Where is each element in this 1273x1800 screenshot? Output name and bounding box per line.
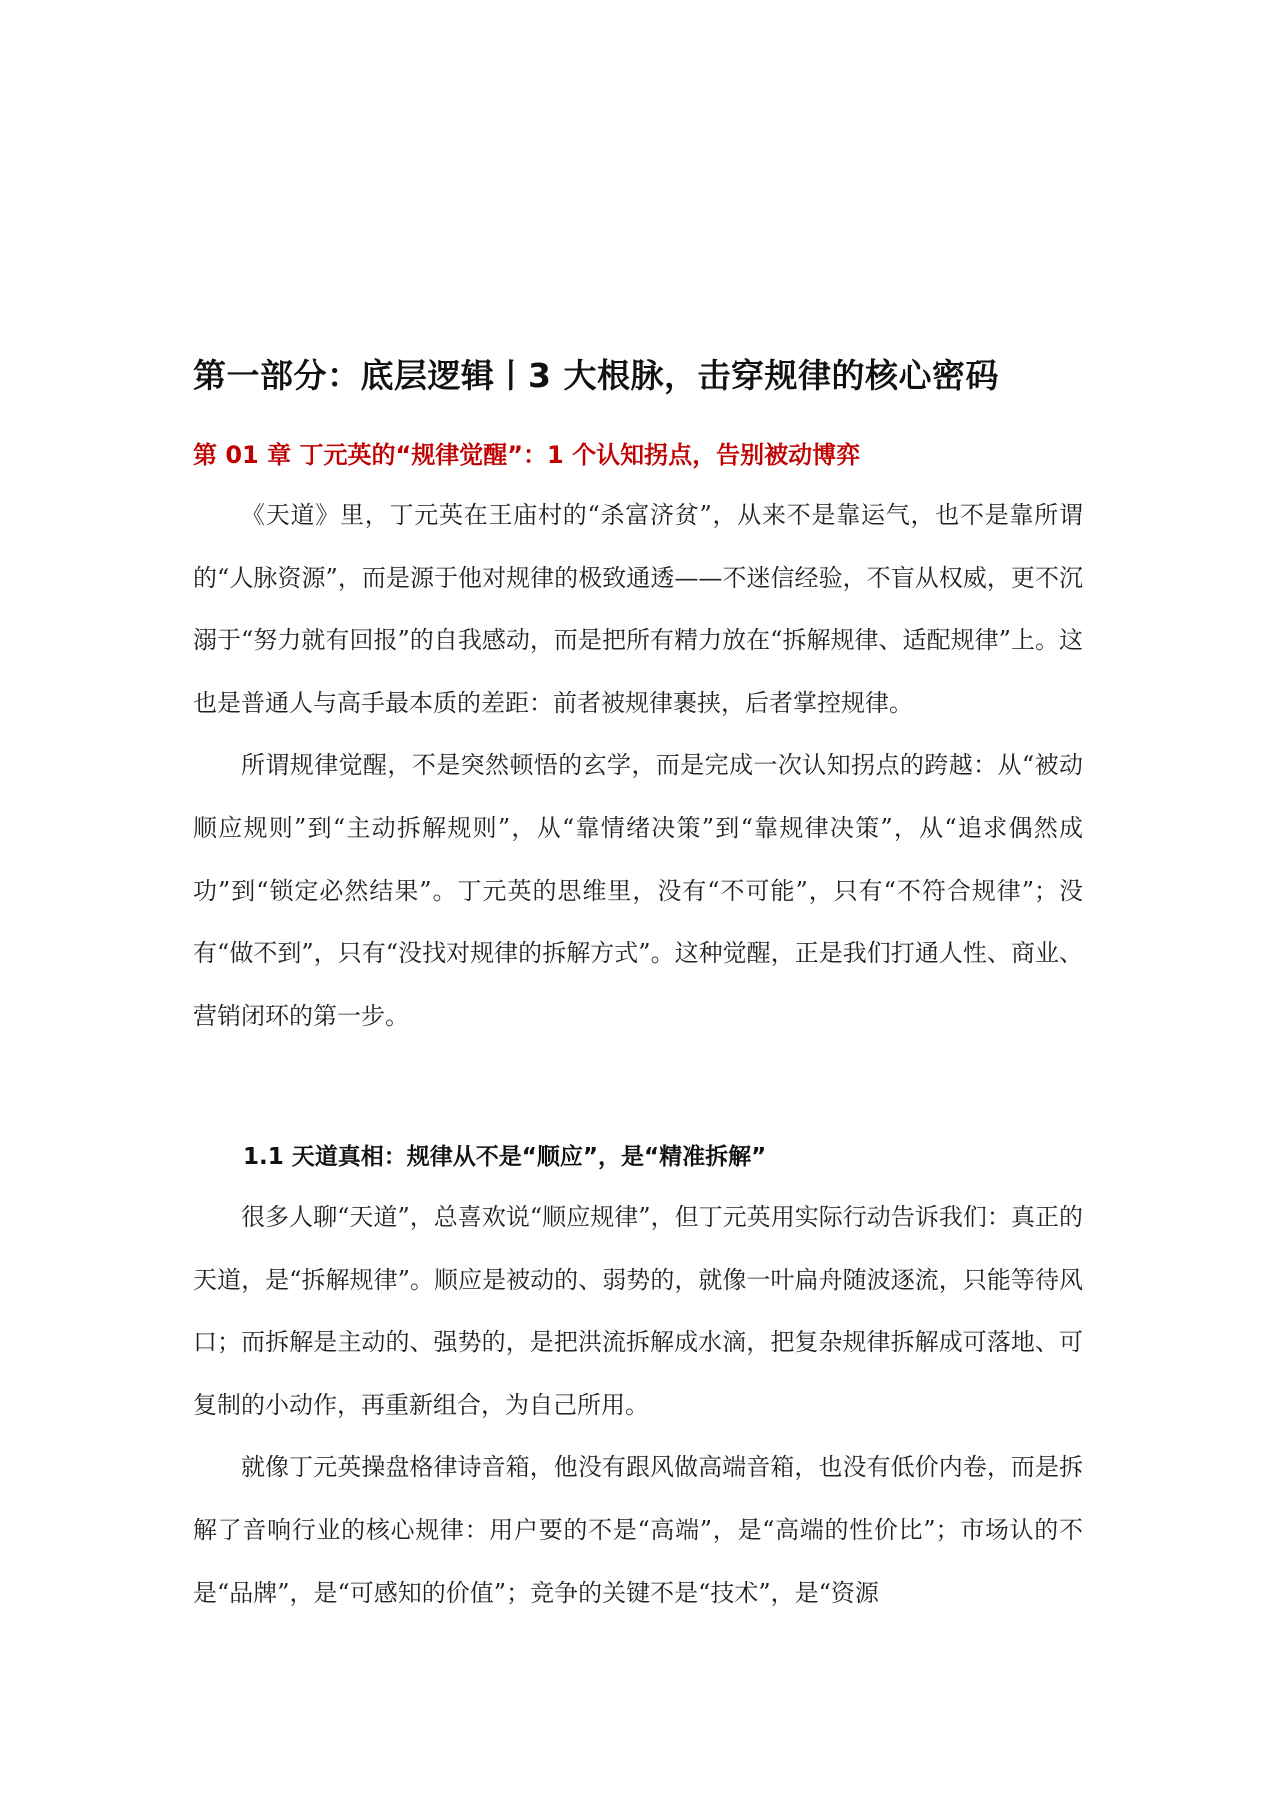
document-page [193, 0, 1083, 1800]
body-text-block-2 [193, 1186, 1083, 1624]
paragraph: 《天道》里，丁元英在王庙村的“杀富济贫”，从来不是靠运气，也不是靠所谓的“人脉资源”，而是源于他对规律的极致通透——不迷信经验，不盲从权威，更不沉溺于“努力就有回报”的自我感动，而是把所有精力放在“拆解规律、适配规律”上。这也是普通人与高手最本质的差距：前者被规律裹挟，后者掌控规律。 [193, 501, 1083, 717]
section-title: 1.1 天道真相：规律从不是“顺应”，是“精准拆解” [243, 1144, 767, 1170]
body-text-block-1 [193, 484, 1083, 1047]
part-title: 第一部分：底层逻辑丨3 大根脉，击穿规律的核心密码 [193, 356, 999, 395]
chapter-title: 第 01 章 丁元英的“规律觉醒”：1 个认知拐点，告别被动博弈 [193, 441, 861, 469]
paragraph: 很多人聊“天道”，总喜欢说“顺应规律”，但丁元英用实际行动告诉我们：真正的天道，是“拆解规律”。顺应是被动的、弱势的，就像一叶扁舟随波逐流，只能等待风口；而拆解是主动的、强势的，是把洪流拆解成水滴，把复杂规律拆解成可落地、可复制的小动作，再重新组合，为自己所用。 [193, 1203, 1083, 1419]
paragraph: 所谓规律觉醒，不是突然顿悟的玄学，而是完成一次认知拐点的跨越：从“被动顺应规则”到“主动拆解规则”，从“靠情绪决策”到“靠规律决策”，从“追求偶然成功”到“锁定必然结果”。丁元英的思维里，没有“不可能”，只有“不符合规律”；没有“做不到”，只有“没找对规律的拆解方式”。这种觉醒，正是我们打通人性、商业、营销闭环的第一步。 [193, 751, 1083, 1030]
paragraph: 就像丁元英操盘格律诗音箱，他没有跟风做高端音箱，也没有低价内卷，而是拆解了音响行业的核心规律：用户要的不是“高端”，是“高端的性价比”；市场认的不是“品牌”，是“可感知的价值”；竞争的关键不是“技术”，是“资源 [193, 1453, 1083, 1607]
